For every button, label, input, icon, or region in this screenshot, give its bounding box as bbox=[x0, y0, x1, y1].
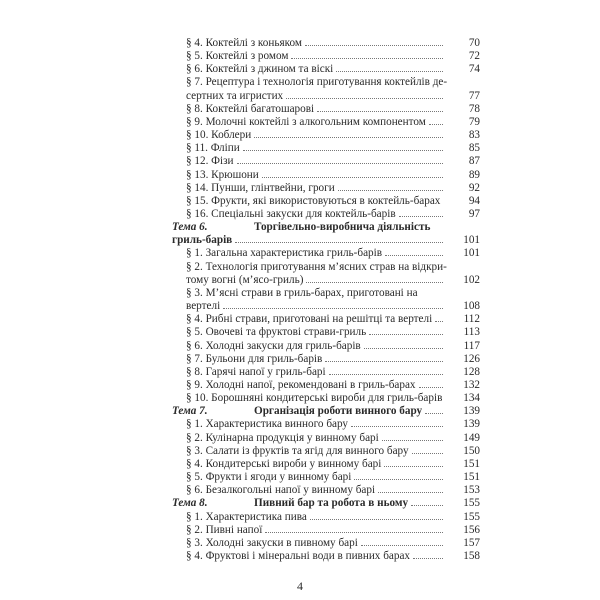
toc-page-number: 149 bbox=[463, 431, 480, 444]
toc-entry-title: Пивний бар та робота в ньому bbox=[254, 497, 409, 510]
toc-leader-dots bbox=[425, 413, 443, 414]
toc-entry-title: § 5. Овочеві та фруктові страви-гриль bbox=[186, 326, 367, 339]
toc-leader-dots bbox=[325, 361, 443, 362]
toc-leader-dots bbox=[378, 492, 443, 493]
toc-page-number: 126 bbox=[463, 352, 480, 365]
toc-page-number: 153 bbox=[463, 484, 480, 497]
toc-page-number: 150 bbox=[463, 444, 480, 457]
toc-page-number: 97 bbox=[468, 208, 480, 220]
toc-entry-title: § 3. Холодні закуски в пивному барі bbox=[186, 536, 358, 549]
toc-page-number: 155 bbox=[463, 497, 480, 510]
toc-entry-title: § 2. Пивні напої bbox=[186, 523, 263, 536]
toc-entry-title: § 12. Фізи bbox=[186, 155, 234, 168]
toc-entry-title: § 4. Коктейлі з коньяком bbox=[186, 37, 302, 49]
toc-page-number: 77 bbox=[468, 89, 480, 102]
toc-entry-title: гриль-барів bbox=[172, 234, 233, 247]
toc-page-number: 108 bbox=[463, 300, 480, 313]
toc-page-number: 117 bbox=[463, 339, 480, 352]
toc-leader-dots bbox=[291, 58, 443, 59]
toc-page-number: 155 bbox=[463, 510, 480, 523]
toc-page-number: 158 bbox=[463, 550, 480, 562]
toc-entry-title: Організація роботи винного бару bbox=[254, 405, 423, 418]
toc-leader-dots bbox=[237, 163, 443, 164]
toc-leader-dots bbox=[310, 519, 443, 520]
toc-entry-title: § 4. Кондитерські вироби у винному барі bbox=[186, 457, 382, 470]
toc-page-number: 101 bbox=[463, 247, 480, 260]
toc-leader-dots bbox=[351, 426, 443, 427]
toc-entry-title: § 6. Коктейлі з джином та віскі bbox=[186, 63, 334, 76]
toc-page-number: 70 bbox=[468, 37, 480, 49]
toc-leader-dots bbox=[419, 387, 443, 388]
toc-entry bbox=[0, 548, 600, 564]
toc-page-number: 102 bbox=[463, 273, 480, 286]
toc-entry-title: § 15. Фрукти, які використовуються в коктейль-барах bbox=[186, 194, 441, 207]
toc-entry-title: вертелі bbox=[186, 300, 221, 313]
toc-page-number: 89 bbox=[468, 168, 480, 181]
toc-leader-dots bbox=[385, 255, 443, 256]
toc-leader-dots bbox=[329, 374, 443, 375]
toc-page-number: 79 bbox=[468, 115, 480, 128]
toc-entry-title: § 9. Холодні напої, рекомендовані в гриль-барах bbox=[186, 379, 416, 391]
toc-leader-dots bbox=[317, 111, 443, 112]
toc-page-number: 132 bbox=[463, 379, 480, 391]
toc-leader-dots bbox=[336, 71, 443, 72]
toc-page-number: 74 bbox=[468, 63, 480, 76]
toc-entry-title: § 7. Бульони для гриль-барів bbox=[186, 352, 323, 365]
toc-topic-label: Тема 8. bbox=[172, 497, 208, 510]
toc-leader-dots bbox=[305, 45, 443, 46]
toc-leader-dots bbox=[286, 98, 443, 99]
toc-leader-dots bbox=[361, 545, 443, 546]
toc-entry-title: § 10. Коблери bbox=[186, 129, 252, 142]
toc-entry-title: § 5. Фрукти і ягоди у винному барі bbox=[186, 471, 352, 484]
toc-entry-title: § 2. Технологія приготування м’ясних страв на відкри- bbox=[186, 260, 447, 273]
toc-page-number: 101 bbox=[463, 234, 480, 247]
toc-entry-title: тому вогні (м’ясо-гриль) bbox=[186, 273, 304, 286]
toc-leader-dots bbox=[435, 321, 443, 322]
toc-leader-dots bbox=[399, 216, 443, 217]
toc-entry-title: § 4. Фруктові і мінеральні води в пивних барах bbox=[186, 550, 411, 562]
toc-entry-title: § 6. Холодні закуски для гриль-барів bbox=[186, 339, 361, 352]
toc-entry-title: § 7. Рецептура і технологія приготування коктейлів де- bbox=[186, 76, 448, 89]
toc-topic-label: Тема 7. bbox=[172, 405, 208, 418]
toc-entry-title: § 9. Молочні коктейлі з алкогольним компонентом bbox=[186, 115, 426, 128]
toc-page-number: 113 bbox=[463, 326, 480, 339]
toc-entry-title: Торгівельно-виробнича діяльність bbox=[254, 221, 431, 234]
toc-leader-dots bbox=[235, 242, 443, 243]
toc-leader-dots bbox=[369, 334, 443, 335]
toc-page-number: 157 bbox=[463, 536, 480, 549]
toc-page-number: 151 bbox=[463, 471, 480, 484]
toc-leader-dots bbox=[265, 532, 443, 533]
toc-leader-dots bbox=[243, 150, 443, 151]
toc-page-number: 72 bbox=[468, 50, 480, 63]
toc-leader-dots bbox=[429, 124, 443, 125]
toc-entry-title: § 4. Рибні страви, приготовані на решітці та вертелі bbox=[186, 313, 433, 326]
toc-entry-title: § 11. Фліпи bbox=[186, 142, 240, 155]
toc-page-number: 128 bbox=[463, 365, 480, 378]
toc-entry-title: § 13. Крюшони bbox=[186, 168, 259, 181]
toc-leader-dots bbox=[413, 558, 443, 559]
toc-entry-title: § 8. Коктейлі багатошарові bbox=[186, 102, 315, 115]
toc-entry-title: § 1. Загальна характеристика гриль-барів bbox=[186, 247, 383, 260]
toc-leader-dots bbox=[382, 440, 443, 441]
toc-entry-title: § 3. Салати із фруктів та ягід для винного бару bbox=[186, 444, 409, 457]
toc-leader-dots bbox=[354, 479, 443, 480]
toc-page-number: 156 bbox=[463, 523, 480, 536]
toc-page-number: 139 bbox=[463, 405, 480, 418]
toc-leader-dots bbox=[364, 348, 443, 349]
toc-entry-title: § 2. Кулінарна продукція у винному барі bbox=[186, 431, 379, 444]
toc-entry-title: § 14. Пунши, глінтвейни, гроги bbox=[186, 181, 335, 194]
toc-entry-title: § 5. Коктейлі з ромом bbox=[186, 50, 289, 63]
toc-page-number: 87 bbox=[468, 155, 480, 168]
toc-page-number: 83 bbox=[468, 129, 480, 142]
toc-leader-dots bbox=[223, 308, 443, 309]
toc-entry-title: § 1. Характеристика пива bbox=[186, 510, 307, 523]
toc-page-number: 78 bbox=[468, 102, 480, 115]
page-number: 4 bbox=[297, 579, 303, 593]
toc-entry-title: § 16. Спеціальні закуски для коктейль-барів bbox=[186, 208, 396, 220]
toc-page-number: 92 bbox=[468, 181, 480, 194]
toc-topic-label: Тема 6. bbox=[172, 221, 208, 234]
toc-entry-title: § 10. Борошняні кондитерські вироби для гриль-барів bbox=[186, 392, 443, 405]
toc-leader-dots bbox=[262, 177, 443, 178]
toc-page-number: 85 bbox=[468, 142, 480, 155]
toc-page-number: 112 bbox=[463, 313, 480, 326]
toc-leader-dots bbox=[412, 453, 443, 454]
toc-page-number: 94 bbox=[468, 194, 480, 207]
toc-page-number: 139 bbox=[463, 418, 480, 431]
toc-page-number: 134 bbox=[463, 392, 480, 405]
toc-leader-dots bbox=[254, 137, 443, 138]
toc-entry-title: § 8. Гарячі напої у гриль-барі bbox=[186, 365, 326, 378]
toc-page-number: 151 bbox=[463, 457, 480, 470]
toc-leader-dots bbox=[384, 466, 443, 467]
toc-entry-title: § 1. Характеристика винного бару bbox=[186, 418, 349, 431]
toc-entry-title: § 3. М’ясні страви в гриль-барах, приготовані на bbox=[186, 286, 418, 299]
toc-leader-dots bbox=[306, 282, 443, 283]
toc-entry-title: сертних та игристих bbox=[186, 89, 284, 102]
toc-entry-title: § 6. Безалкогольні напої у винному барі bbox=[186, 484, 376, 497]
toc-leader-dots bbox=[411, 505, 443, 506]
toc-leader-dots bbox=[338, 190, 443, 191]
